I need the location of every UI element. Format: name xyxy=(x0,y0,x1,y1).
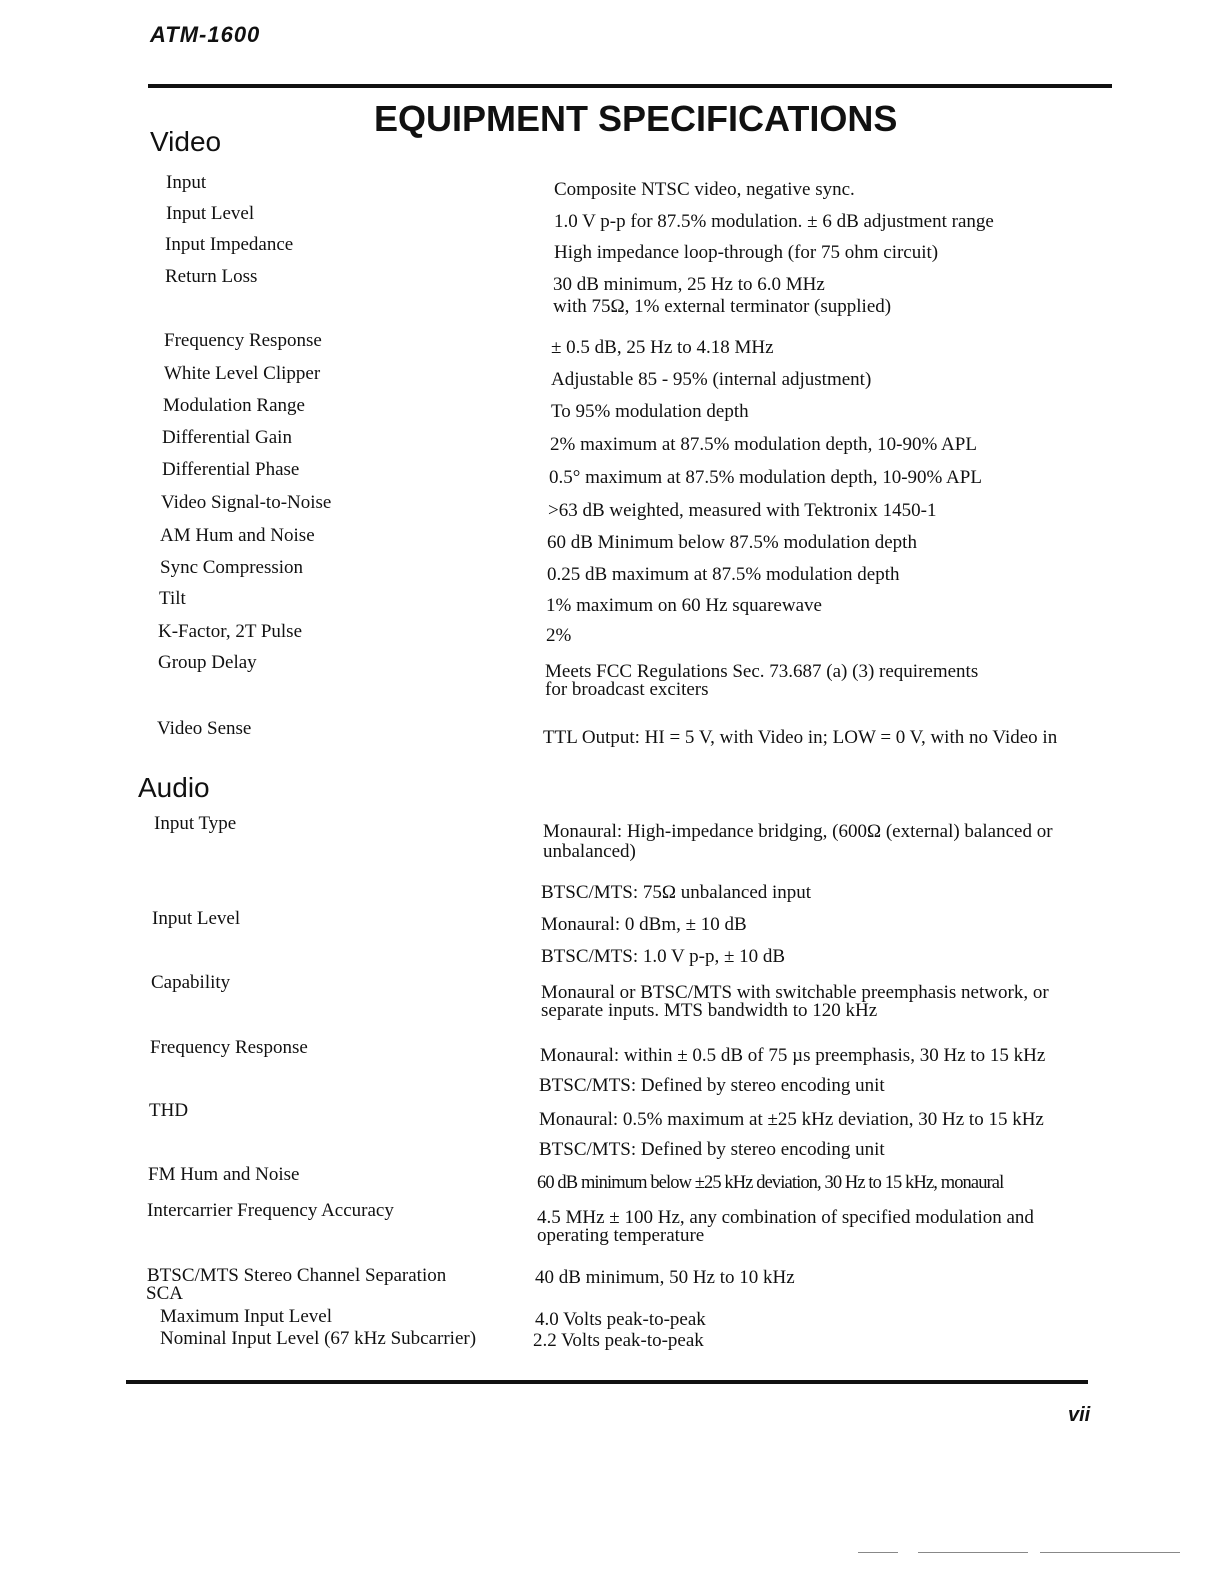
spec-value: TTL Output: HI = 5 V, with Video in; LOW = 0 V, with no Video in xyxy=(543,727,1058,748)
spec-label: Modulation Range xyxy=(163,395,305,416)
sca-label: SCA xyxy=(146,1283,183,1304)
spec-label: THD xyxy=(149,1100,189,1121)
spec-value: 2% xyxy=(546,625,572,646)
spec-value: 60 dB minimum below ±25 kHz deviation, 30 Hz to 15 kHz, monaural xyxy=(537,1173,1004,1193)
spec-value-continued: BTSC/MTS: 75Ω unbalanced input xyxy=(541,882,812,903)
spec-value-continued: operating temperature xyxy=(537,1225,705,1246)
spec-value: Meets FCC Regulations Sec. 73.687 (a) (3) requirements xyxy=(545,661,979,682)
spec-label: BTSC/MTS Stereo Channel Separation xyxy=(147,1265,447,1286)
sca-spec-label: Maximum Input Level xyxy=(160,1306,333,1327)
page-number: vii xyxy=(1068,1404,1091,1426)
spec-label: Differential Phase xyxy=(162,459,300,480)
spec-value: ± 0.5 dB, 25 Hz to 4.18 MHz xyxy=(551,337,774,358)
page-title: EQUIPMENT SPECIFICATIONS xyxy=(374,98,898,139)
spec-value: Adjustable 85 - 95% (internal adjustment) xyxy=(551,369,872,390)
spec-value: 0.5° maximum at 87.5% modulation depth, 10-90% APL xyxy=(549,467,982,488)
top-rule xyxy=(148,84,1112,88)
spec-value-continued: unbalanced) xyxy=(543,841,636,862)
video-heading: Video xyxy=(150,126,222,157)
spec-label: Input Level xyxy=(166,203,255,224)
spec-value-continued: separate inputs. MTS bandwidth to 120 kHz xyxy=(541,1000,878,1021)
spec-value: To 95% modulation depth xyxy=(551,401,749,422)
document-model: ATM-1600 xyxy=(150,22,261,47)
spec-label: Video Signal-to-Noise xyxy=(161,492,332,513)
spec-label: Frequency Response xyxy=(164,330,322,351)
spec-value: Monaural: 0.5% maximum at ±25 kHz deviation, 30 Hz to 15 kHz xyxy=(539,1109,1044,1130)
spec-label: FM Hum and Noise xyxy=(148,1164,300,1185)
spec-value: >63 dB weighted, measured with Tektronix 1450-1 xyxy=(548,500,937,521)
spec-value: 1% maximum on 60 Hz squarewave xyxy=(546,595,822,616)
bottom-rule xyxy=(126,1380,1088,1384)
spec-label: AM Hum and Noise xyxy=(160,525,315,546)
spec-value: 1.0 V p-p for 87.5% modulation. ± 6 dB adjustment range xyxy=(554,211,994,232)
spec-label: Intercarrier Frequency Accuracy xyxy=(147,1200,394,1221)
scan-artifact xyxy=(858,1552,898,1553)
spec-value: High impedance loop-through (for 75 ohm circuit) xyxy=(554,242,939,263)
audio-heading: Audio xyxy=(138,772,210,803)
spec-value: 60 dB Minimum below 87.5% modulation depth xyxy=(547,532,917,553)
spec-label: Group Delay xyxy=(158,652,257,673)
spec-value: Monaural: High-impedance bridging, (600Ω (external) balanced or xyxy=(543,821,1053,842)
spec-value: 4.5 MHz ± 100 Hz, any combination of specified modulation and xyxy=(537,1207,1034,1228)
spec-label: Input Type xyxy=(154,813,237,834)
spec-value-continued: BTSC/MTS: Defined by stereo encoding unit xyxy=(539,1139,885,1160)
spec-value-continued: for broadcast exciters xyxy=(545,679,709,700)
spec-label: White Level Clipper xyxy=(164,363,321,384)
spec-value-continued: BTSC/MTS: Defined by stereo encoding unit xyxy=(539,1075,885,1096)
sca-spec-label: Nominal Input Level (67 kHz Subcarrier) xyxy=(160,1328,477,1349)
spec-value: Monaural or BTSC/MTS with switchable preemphasis network, or xyxy=(541,982,1049,1003)
spec-label: Video Sense xyxy=(157,718,252,739)
spec-value: 0.25 dB maximum at 87.5% modulation depth xyxy=(547,564,900,585)
spec-label: Sync Compression xyxy=(160,557,304,578)
spec-label: Tilt xyxy=(159,588,186,609)
scan-artifact xyxy=(918,1552,1028,1553)
spec-value: 30 dB minimum, 25 Hz to 6.0 MHz xyxy=(553,274,825,295)
spec-value-continued: BTSC/MTS: 1.0 V p-p, ± 10 dB xyxy=(541,946,786,967)
spec-value: Monaural: 0 dBm, ± 10 dB xyxy=(541,914,747,935)
spec-value: 40 dB minimum, 50 Hz to 10 kHz xyxy=(535,1267,795,1288)
spec-value-continued: with 75Ω, 1% external terminator (supplied) xyxy=(553,296,892,317)
spec-label: Capability xyxy=(151,972,231,993)
sca-spec-value: 4.0 Volts peak-to-peak xyxy=(535,1309,706,1330)
spec-label: Frequency Response xyxy=(150,1037,308,1058)
spec-label: Input Impedance xyxy=(165,234,294,255)
spec-value: Monaural: within ± 0.5 dB of 75 µs preemphasis, 30 Hz to 15 kHz xyxy=(540,1045,1046,1066)
spec-label: Differential Gain xyxy=(162,427,292,448)
spec-value: Composite NTSC video, negative sync. xyxy=(554,179,855,200)
scan-artifact xyxy=(1040,1552,1180,1553)
spec-value: 2% maximum at 87.5% modulation depth, 10-90% APL xyxy=(550,434,977,455)
spec-label: Input xyxy=(166,172,207,193)
sca-spec-value: 2.2 Volts peak-to-peak xyxy=(533,1330,704,1351)
spec-label: Return Loss xyxy=(165,266,258,287)
spec-label: Input Level xyxy=(152,908,241,929)
spec-label: K-Factor, 2T Pulse xyxy=(158,621,303,642)
